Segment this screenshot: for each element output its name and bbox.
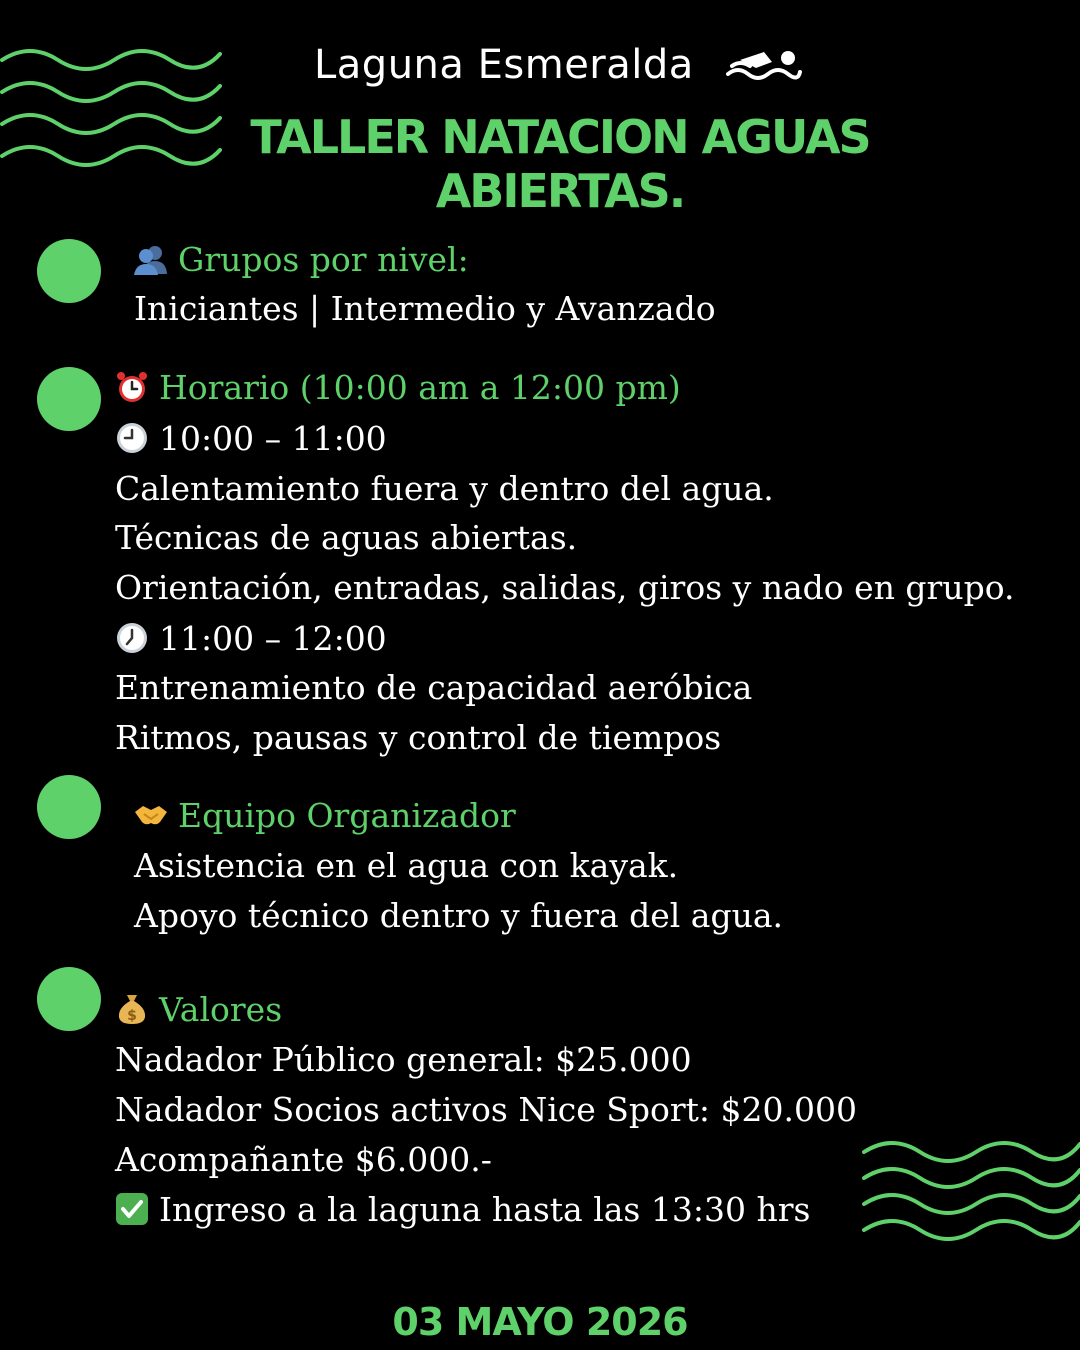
price-item: Acompañante $6.000.- — [115, 1140, 492, 1179]
alarm-clock-icon — [115, 370, 149, 404]
swimmer-icon — [726, 44, 802, 84]
money-bag-icon — [115, 992, 149, 1026]
schedule-activity: Ritmos, pausas y control de tiempos — [115, 718, 722, 757]
check-mark-icon — [115, 1192, 149, 1226]
schedule-activity: Entrenamiento de capacidad aeróbica — [115, 668, 753, 707]
bullet-dot-schedule — [37, 367, 101, 431]
schedule-time-2: 11:00 – 12:00 — [159, 619, 387, 658]
svg-text:$: $ — [127, 1008, 137, 1024]
schedule-heading — [115, 368, 681, 408]
schedule-time-1: 10:00 – 11:00 — [159, 419, 387, 458]
venue-name: Laguna Esmeralda — [314, 42, 694, 88]
event-date: 03 MAYO 2026 — [392, 1300, 688, 1344]
team-heading-text: Equipo Organizador — [178, 796, 516, 835]
price-item: Nadador Público general: $25.000 — [115, 1040, 692, 1079]
schedule-activity: Técnicas de aguas abiertas. — [115, 518, 578, 557]
bullet-dot-groups — [37, 239, 101, 303]
clock-icon — [115, 421, 149, 455]
groups-heading — [134, 240, 469, 280]
title-line-2: ABIERTAS. — [435, 164, 685, 218]
bullet-dot-prices — [37, 967, 101, 1031]
price-item: Nadador Socios activos Nice Sport: $20.000 — [115, 1090, 857, 1129]
prices-heading — [115, 990, 282, 1030]
schedule-time-block-2 — [115, 619, 387, 659]
team-item: Apoyo técnico dentro y fuera del agua. — [134, 896, 784, 935]
groups-levels: Iniciantes | Intermedio y Avanzado — [134, 289, 716, 328]
entry-note — [115, 1190, 810, 1230]
bullet-dot-team — [37, 775, 101, 839]
prices-heading-text: Valores — [159, 990, 283, 1029]
people-icon — [134, 242, 168, 276]
team-item: Asistencia en el agua con kayak. — [134, 846, 679, 885]
schedule-activity: Orientación, entradas, salidas, giros y nado en grupo. — [115, 568, 1015, 607]
entry-note-text: Ingreso a la laguna hasta las 13:30 hrs — [159, 1190, 811, 1229]
schedule-activity: Calentamiento fuera y dentro del agua. — [115, 469, 774, 508]
title-line-1: TALLER NATACION AGUAS — [250, 110, 870, 164]
schedule-time-block-1 — [115, 419, 387, 459]
team-heading — [134, 796, 516, 836]
handshake-icon — [134, 798, 168, 832]
page-title — [180, 110, 940, 218]
clock-icon — [115, 621, 149, 655]
waves-decoration-bottom — [862, 1132, 1080, 1242]
groups-heading-text: Grupos por nivel: — [178, 240, 469, 279]
schedule-heading-text: Horario (10:00 am a 12:00 pm) — [159, 368, 681, 407]
